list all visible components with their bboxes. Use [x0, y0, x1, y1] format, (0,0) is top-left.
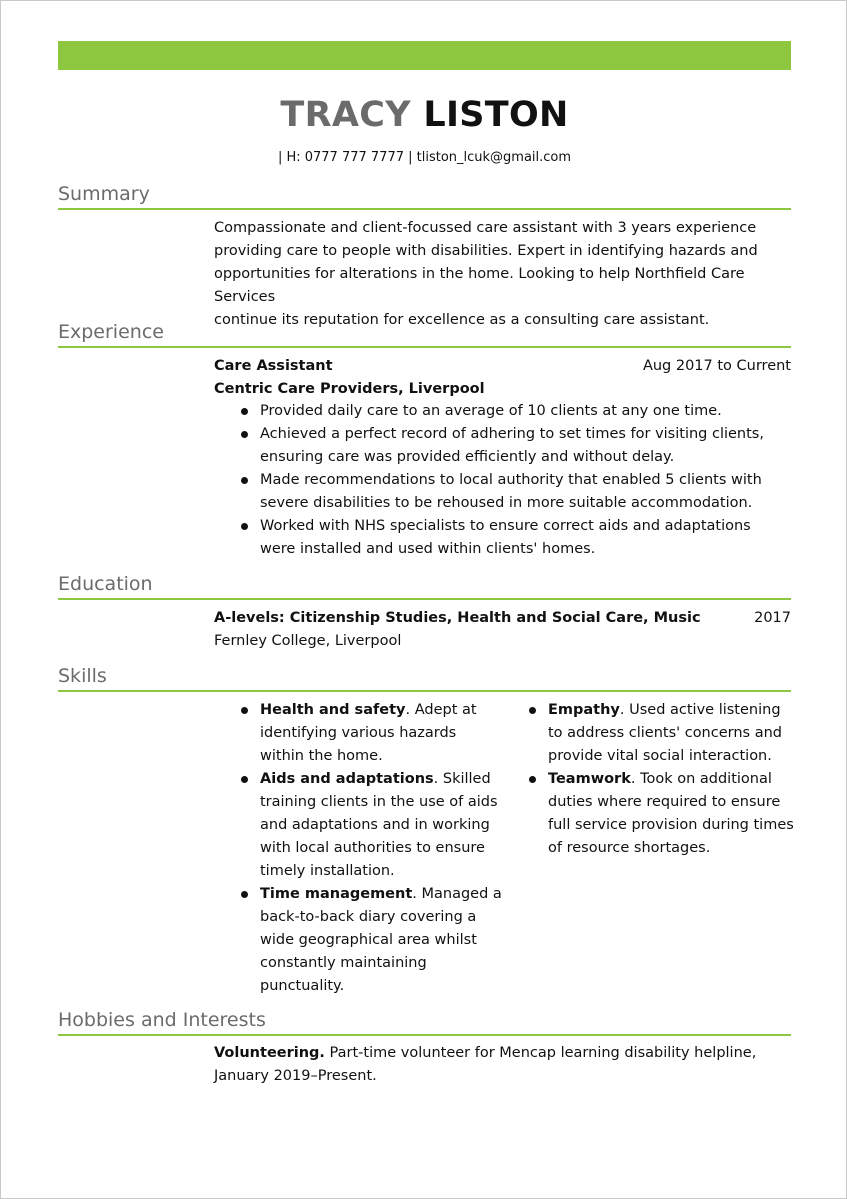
list-item: Made recommendations to local authority that enabled 5 clients with severe disabilities to be rehoused in more suitable accommodation. — [214, 469, 774, 515]
bullet-icon — [241, 477, 248, 484]
qualification: A-levels: Citizenship Studies, Health and Social Care, Music — [214, 610, 701, 626]
experience-heading: Experience — [58, 321, 164, 343]
job-title: Care Assistant — [214, 358, 333, 374]
summary-heading: Summary — [58, 183, 150, 205]
summary-line: opportunities for alterations in the home. Looking to help Northfield Care Services — [214, 266, 745, 305]
skills-divider — [58, 690, 791, 692]
skills-column-1 — [214, 699, 504, 998]
hobbies-text — [214, 1042, 774, 1088]
bullet-icon — [529, 707, 536, 714]
employer: Centric Care Providers, Liverpool — [214, 381, 485, 397]
list-item: Teamwork. Took on additional duties where required to ensure full service provision during times of resource shortages. — [502, 768, 794, 860]
school: Fernley College, Liverpool — [214, 633, 402, 649]
bullet-icon — [241, 891, 248, 898]
list-item: Aids and adaptations. Skilled training clients in the use of aids and adaptations and in working with local authorities to ensure timely installation. — [214, 768, 504, 883]
first-name: TRACY — [280, 95, 411, 135]
job-row — [214, 355, 791, 378]
bullet-icon — [241, 523, 248, 530]
hobbies-divider — [58, 1034, 791, 1036]
bullet-icon — [241, 707, 248, 714]
hobbies-heading: Hobbies and Interests — [58, 1009, 266, 1031]
accent-bar — [58, 41, 791, 70]
skills-column-2 — [502, 699, 794, 860]
list-item: Achieved a perfect record of adhering to set times for visiting clients, ensuring care was provided efficiently and without delay. — [214, 423, 774, 469]
list-item: Time management. Managed a back-to-back diary covering a wide geographical area whilst constantly maintaining punctuality. — [214, 883, 504, 998]
summary-text — [214, 217, 791, 332]
list-item: Provided daily care to an average of 10 clients at any one time. — [214, 400, 774, 423]
list-item: Worked with NHS specialists to ensure correct aids and adaptations were installed and used within clients' homes. — [214, 515, 774, 561]
hobby-detail: Part-time volunteer for Mencap learning disability helpline, January 2019–Present. — [214, 1045, 757, 1084]
experience-divider — [58, 346, 791, 348]
bullet-icon — [241, 408, 248, 415]
job-dates: Aug 2017 to Current — [642, 358, 791, 374]
education-heading: Education — [58, 573, 153, 595]
summary-line: Compassionate and client-focussed care assistant with 3 years experience — [214, 220, 757, 236]
contact-line: | H: 0777 777 7777 | tliston_lcuk@gmail.com — [277, 150, 572, 165]
bullet-icon — [529, 776, 536, 783]
education-year: 2017 — [754, 610, 791, 626]
list-item: Empathy. Used active listening to address clients' concerns and provide vital social interaction. — [502, 699, 794, 768]
skills-heading: Skills — [58, 665, 107, 687]
list-item: Health and safety. Adept at identifying various hazards within the home. — [214, 699, 504, 768]
candidate-name — [1, 95, 847, 135]
summary-line: providing care to people with disabilities. Expert in identifying hazards and — [214, 243, 758, 259]
bullet-icon — [241, 776, 248, 783]
education-row — [214, 607, 791, 630]
experience-bullets — [214, 400, 774, 561]
education-divider — [58, 598, 791, 600]
last-name: LISTON — [423, 95, 569, 135]
hobby-lead: Volunteering. — [214, 1045, 325, 1061]
summary-divider — [58, 208, 791, 210]
summary-line: continue its reputation for excellence as a consulting care assistant. — [214, 312, 710, 328]
bullet-icon — [241, 431, 248, 438]
